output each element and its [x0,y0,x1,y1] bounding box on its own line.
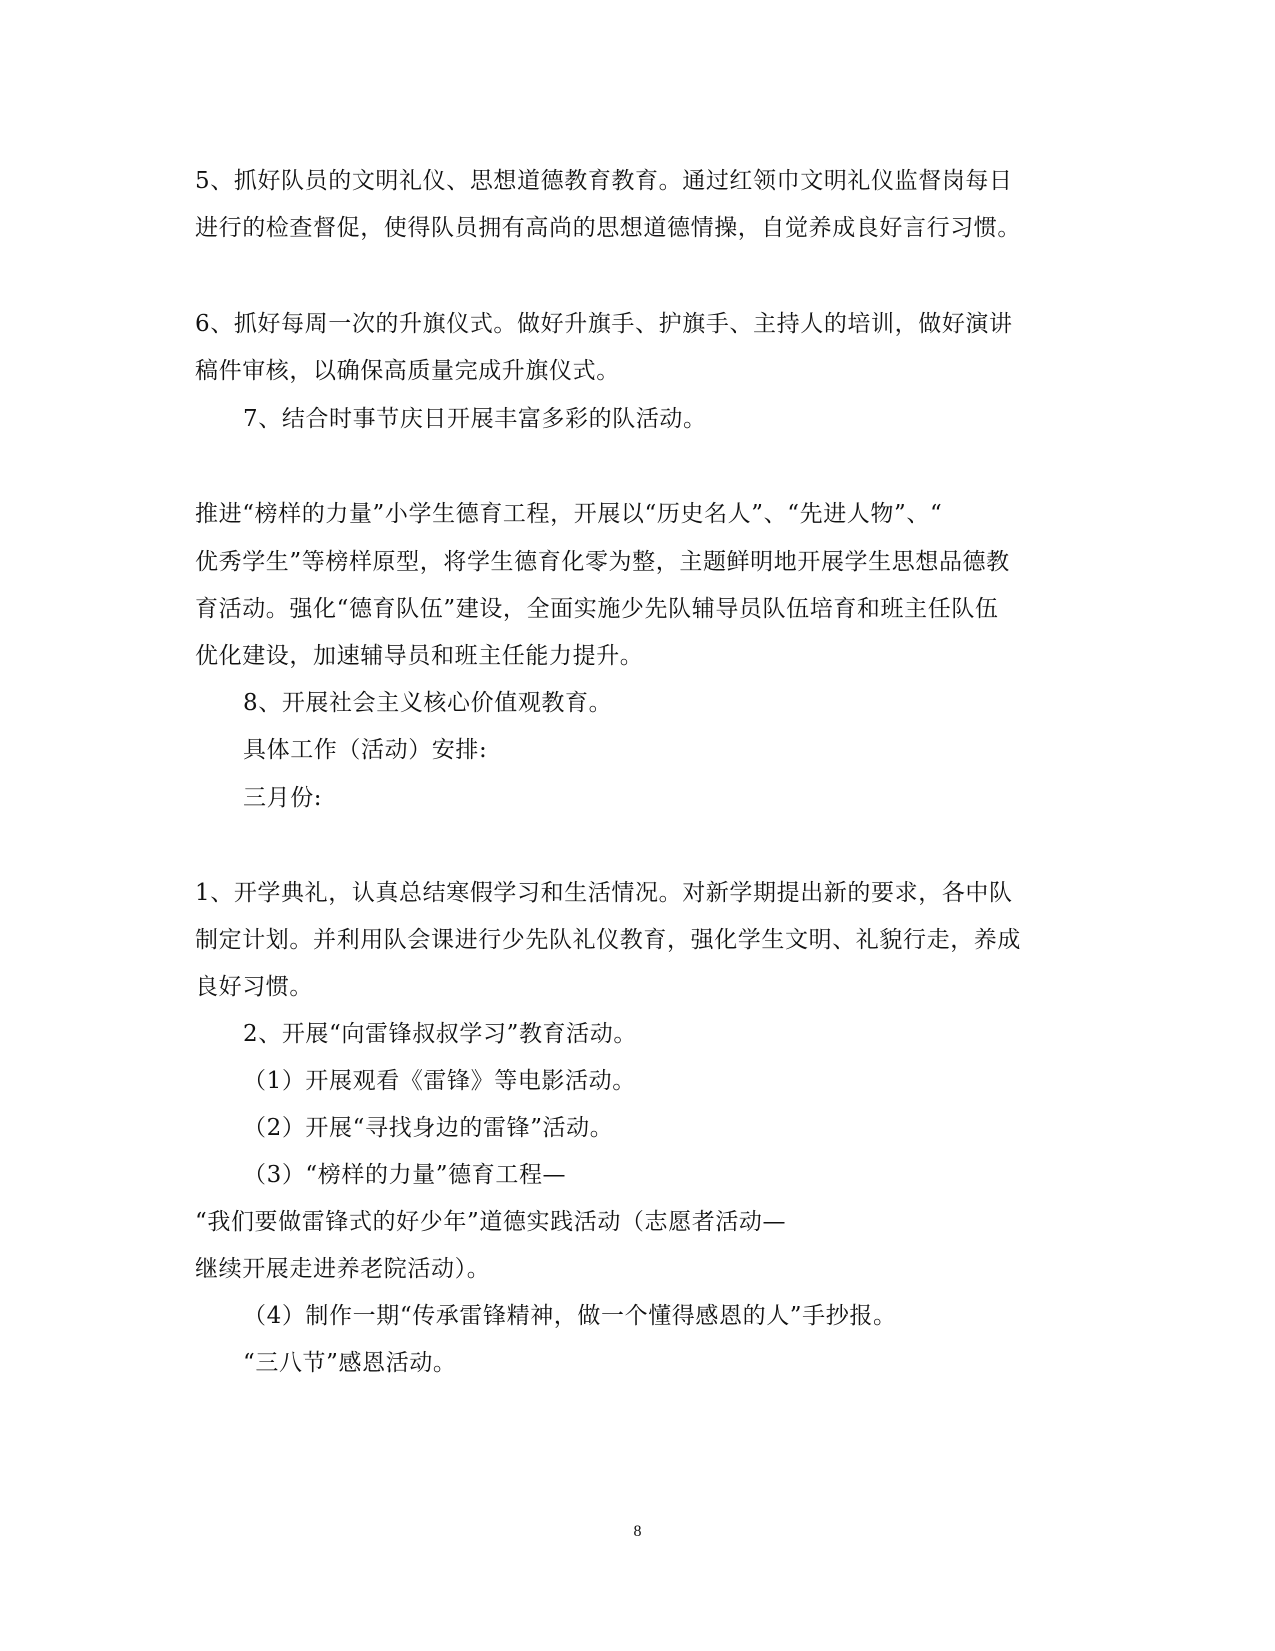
paragraph-line: 5、抓好队员的文明礼仪、思想道德教育教育。通过红领巾文明礼仪监督岗每日 [195,168,1013,194]
paragraph-line: 制定计划。并利用队会课进行少先队礼仪教育，强化学生文明、礼貌行走，养成 [195,927,1021,953]
paragraph-line: （1）开展观看《雷锋》等电影活动。 [243,1068,636,1094]
paragraph-line: （3）“榜样的力量”德育工程— [243,1162,567,1188]
paragraph-line: 2、开展“向雷锋叔叔学习”教育活动。 [243,1021,637,1047]
paragraph-line: 良好习惯。 [195,974,313,1000]
page-number: 8 [633,1523,642,1540]
paragraph-line: 推进“榜样的力量”小学生德育工程，开展以“历史名人”、“先进人物”、“ [195,501,943,527]
paragraph-line: 优化建设，加速辅导员和班主任能力提升。 [195,643,644,669]
paragraph-line: 7、结合时事节庆日开展丰富多彩的队活动。 [243,406,707,432]
paragraph-line: （4）制作一期“传承雷锋精神，做一个懂得感恩的人”手抄报。 [243,1303,897,1329]
paragraph-line: 育活动。强化“德育队伍”建设，全面实施少先队辅导员队伍培育和班主任队伍 [195,596,999,622]
paragraph-line: “我们要做雷锋式的好少年”道德实践活动（志愿者活动— [195,1209,787,1235]
paragraph-line: 稿件审核，以确保高质量完成升旗仪式。 [195,358,620,384]
paragraph-line: 优秀学生”等榜样原型，将学生德育化零为整，主题鲜明地开展学生思想品德教 [195,549,1010,575]
paragraph-line: 三月份: [243,785,323,811]
paragraph-line: 继续开展走进养老院活动）。 [195,1256,491,1282]
paragraph-line: 1、开学典礼，认真总结寒假学习和生活情况。对新学期提出新的要求，各中队 [195,880,1013,906]
paragraph-line: （2）开展“寻找身边的雷锋”活动。 [243,1115,614,1141]
paragraph-line: 6、抓好每周一次的升旗仪式。做好升旗手、护旗手、主持人的培训，做好演讲 [195,311,1013,337]
paragraph-line: 具体工作（活动）安排: [243,737,488,763]
paragraph-line: 8、开展社会主义核心价值观教育。 [243,690,613,716]
paragraph-line: “三八节”感恩活动。 [243,1350,457,1376]
paragraph-line: 进行的检查督促，使得队员拥有高尚的思想道德情操，自觉养成良好言行习惯。 [195,215,1021,241]
